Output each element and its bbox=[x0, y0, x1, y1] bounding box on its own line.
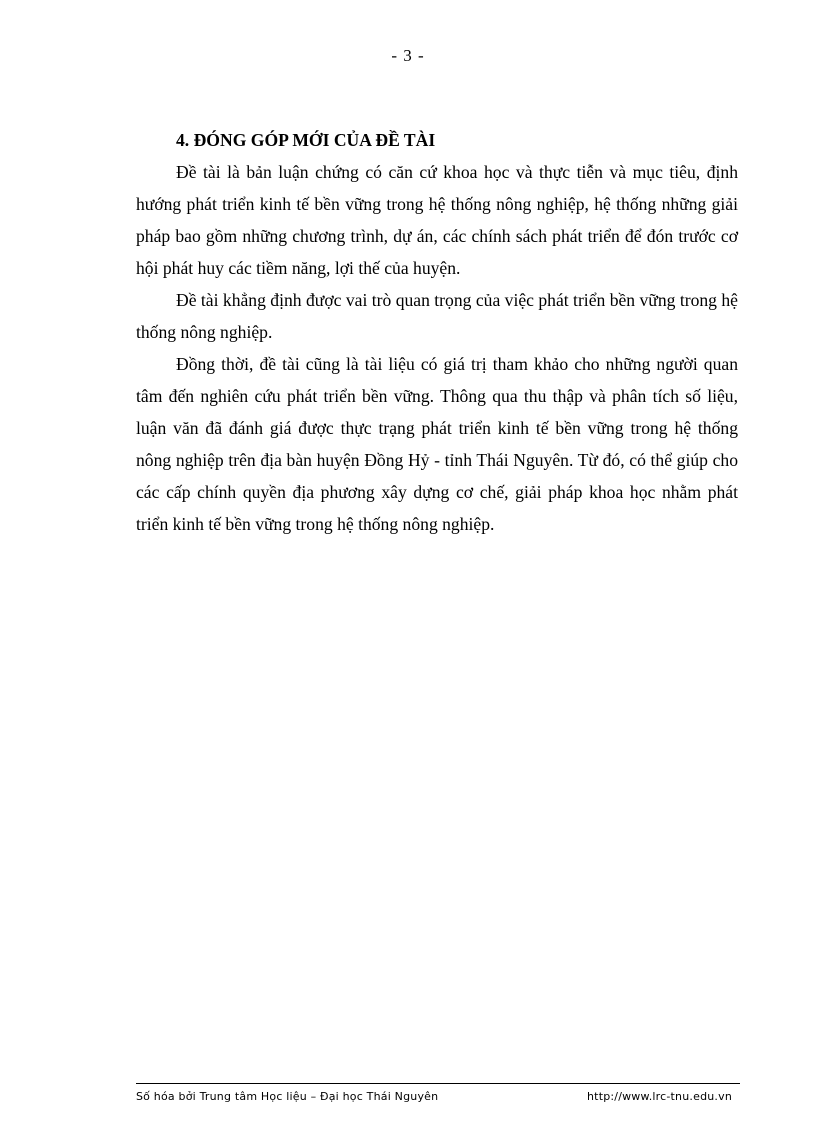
paragraph-affirmation: Đề tài khẳng định được vai trò quan trọng của việc phát triển bền vững trong hệ thống nông nghiệp. bbox=[136, 290, 738, 342]
paragraph-contribution: Đề tài là bản luận chứng có căn cứ khoa học và thực tiễn và mục tiêu, định hướng phát triển kinh tế bền vững trong hệ thống nông nghiệp, hệ thống những giải pháp bao gồm những chương trình, dự án, các chính sách phát triển để đón trước cơ hội phát huy các tiềm năng, lợi thế của huyện. bbox=[136, 162, 738, 278]
footer-url[interactable]: http://www.lrc-tnu.edu.vn bbox=[587, 1090, 732, 1103]
footer bbox=[136, 1090, 732, 1103]
footer-divider bbox=[136, 1083, 740, 1084]
footer-source: Số hóa bởi Trung tâm Học liệu – Đại học Thái Nguyên bbox=[136, 1090, 439, 1103]
paragraph-reference-value: Đồng thời, đề tài cũng là tài liệu có giá trị tham khảo cho những người quan tâm đến nghiên cứu phát triển bền vững. Thông qua thu thập và phân tích số liệu, luận văn đã đánh giá được thực trạng phát triển kinh tế bền vững trong hệ thống nông nghiệp trên địa bàn huyện Đồng Hỷ - tỉnh Thái Nguyên. Từ đó, có thể giúp cho các cấp chính quyền địa phương xây dựng cơ chế, giải pháp khoa học nhằm phát triển kinh tế bền vững trong hệ thống nông nghiệp. bbox=[136, 354, 738, 534]
page-number: - 3 - bbox=[391, 46, 425, 65]
document-body bbox=[136, 124, 738, 540]
section-heading: 4. ĐÓNG GÓP MỚI CỦA ĐỀ TÀI bbox=[176, 130, 436, 150]
